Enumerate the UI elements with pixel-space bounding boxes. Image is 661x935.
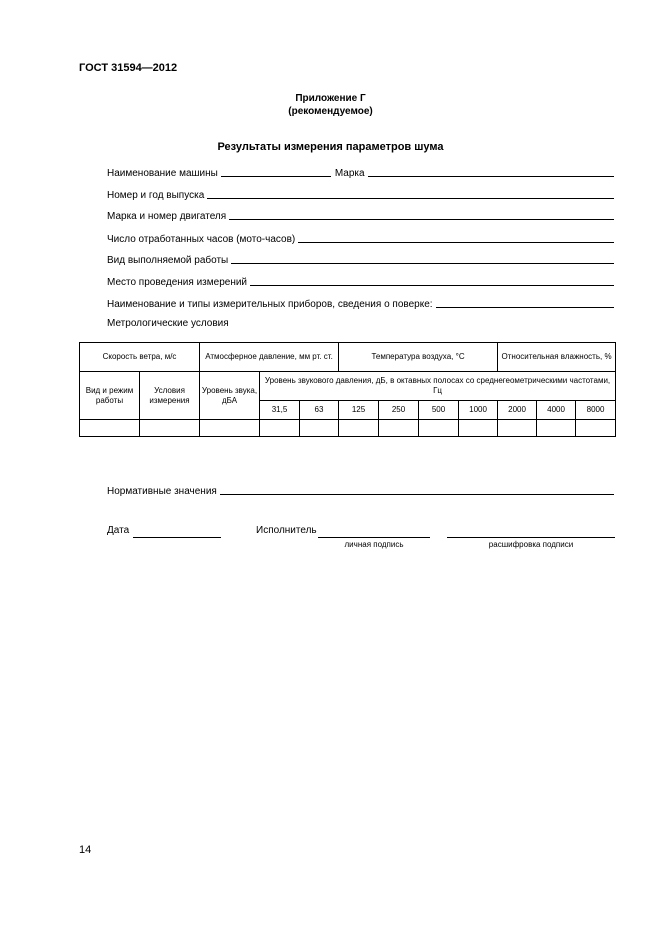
table-cell[interactable] bbox=[498, 420, 537, 437]
temperature-header: Температура воздуха, °С bbox=[339, 343, 498, 372]
pressure-header: Атмосферное давление, мм рт. ст. bbox=[200, 343, 339, 372]
field-place bbox=[107, 274, 614, 288]
table-cell[interactable] bbox=[576, 420, 616, 437]
table-cell[interactable] bbox=[459, 420, 498, 437]
field-work-type bbox=[107, 252, 614, 266]
normative-label: Нормативные значения bbox=[107, 486, 217, 497]
frequency-header: 500 bbox=[419, 401, 459, 420]
table-cell[interactable] bbox=[140, 420, 200, 437]
field-work-type-label: Вид выполняемой работы bbox=[107, 255, 229, 266]
table-cell[interactable] bbox=[419, 420, 459, 437]
conditions-header: Условия измерения bbox=[140, 372, 200, 420]
personal-signature-line[interactable] bbox=[318, 537, 430, 538]
table-cell[interactable] bbox=[300, 420, 339, 437]
field-hours bbox=[107, 231, 614, 245]
table-cell[interactable] bbox=[80, 420, 140, 437]
field-engine bbox=[107, 208, 614, 222]
annex-title: Приложение Г bbox=[295, 93, 366, 104]
instruments-input-line[interactable] bbox=[436, 307, 614, 308]
brand-input-line[interactable] bbox=[368, 176, 614, 177]
date-label: Дата bbox=[107, 525, 130, 536]
field-machine-brand bbox=[107, 165, 614, 179]
frequency-header: 1000 bbox=[459, 401, 498, 420]
date-input-line[interactable] bbox=[133, 537, 221, 538]
page-number: 14 bbox=[79, 844, 92, 856]
document-code: ГОСТ 31594—2012 bbox=[79, 62, 178, 74]
field-hours-label: Число отработанных часов (мото-часов) bbox=[107, 234, 296, 245]
sound-level-header: Уровень звука, дБА bbox=[200, 372, 260, 420]
table-cell[interactable] bbox=[537, 420, 576, 437]
field-place-label: Место проведения измерений bbox=[107, 277, 248, 288]
machine-name-input-line[interactable] bbox=[221, 176, 331, 177]
frequency-header: 2000 bbox=[498, 401, 537, 420]
field-machine-name-label: Наименование машины bbox=[107, 168, 218, 179]
frequency-header: 125 bbox=[339, 401, 379, 420]
table-cell[interactable] bbox=[200, 420, 260, 437]
frequency-header: 250 bbox=[379, 401, 419, 420]
number-year-input-line[interactable] bbox=[207, 198, 614, 199]
field-brand-label: Марка bbox=[334, 168, 365, 179]
place-input-line[interactable] bbox=[250, 285, 614, 286]
personal-signature-caption: личная подпись bbox=[344, 540, 404, 549]
field-number-year-label: Номер и год выпуска bbox=[107, 190, 205, 201]
table-row bbox=[80, 420, 616, 437]
annex-subtitle: (рекомендуемое) bbox=[288, 106, 373, 117]
field-engine-label: Марка и номер двигателя bbox=[107, 211, 227, 222]
decoding-signature-caption: расшифровка подписи bbox=[488, 540, 574, 549]
decoding-signature-line[interactable] bbox=[447, 537, 615, 538]
frequency-header: 63 bbox=[300, 401, 339, 420]
hours-input-line[interactable] bbox=[298, 242, 614, 243]
field-instruments-label: Наименование и типы измерительных приборов, сведения о поверке: bbox=[107, 299, 433, 310]
measurement-table bbox=[79, 342, 616, 437]
field-normative bbox=[107, 483, 614, 497]
work-type-input-line[interactable] bbox=[231, 263, 614, 264]
table-cell[interactable] bbox=[260, 420, 300, 437]
executor-label: Исполнитель bbox=[256, 525, 317, 536]
frequency-header: 4000 bbox=[537, 401, 576, 420]
octave-header: Уровень звукового давления, дБ, в октавных полосах со среднегеометрическими частотами, Гц bbox=[260, 372, 616, 401]
mode-header: Вид и режим работы bbox=[80, 372, 140, 420]
frequency-header: 8000 bbox=[576, 401, 616, 420]
wind-speed-header: Скорость ветра, м/с bbox=[80, 343, 200, 372]
table-cell[interactable] bbox=[339, 420, 379, 437]
normative-input-line[interactable] bbox=[220, 494, 614, 495]
form-title: Результаты измерения параметров шума bbox=[217, 141, 444, 153]
humidity-header: Относительная влажность, % bbox=[498, 343, 616, 372]
meteo-conditions-label: Метрологические условия bbox=[107, 318, 229, 329]
engine-input-line[interactable] bbox=[229, 219, 614, 220]
field-number-year bbox=[107, 187, 614, 201]
frequency-header: 31,5 bbox=[260, 401, 300, 420]
field-instruments bbox=[107, 296, 614, 310]
table-cell[interactable] bbox=[379, 420, 419, 437]
